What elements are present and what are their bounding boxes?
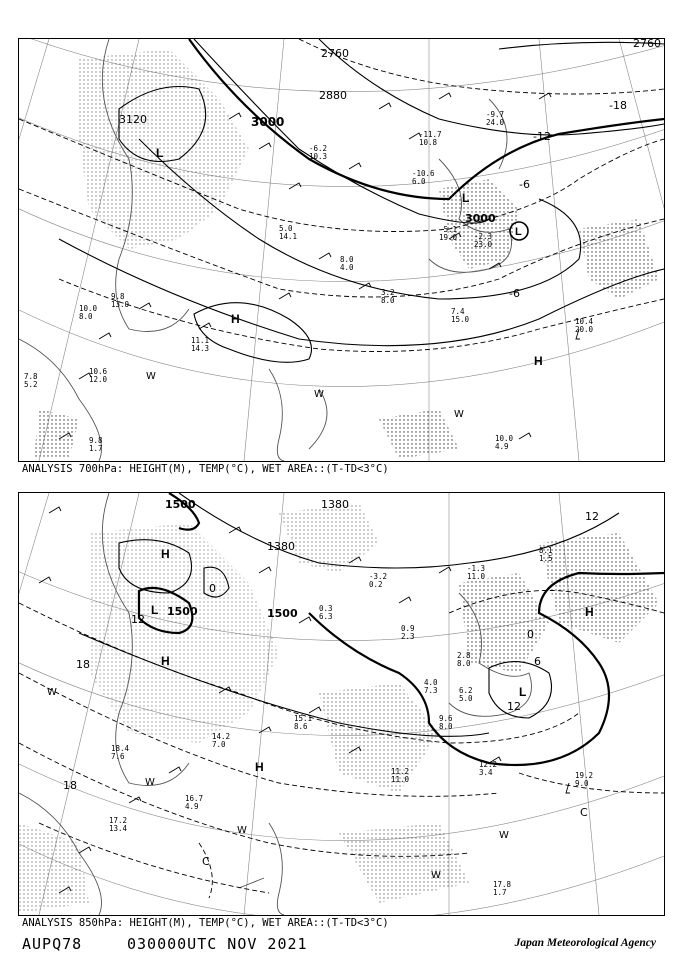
- low-pressure-center: L: [515, 226, 522, 238]
- high-pressure-center: H: [161, 547, 170, 561]
- station-obs: [439, 714, 453, 731]
- svg-text:5.2: 5.2: [24, 380, 38, 389]
- svg-text:4.0: 4.0: [424, 678, 438, 687]
- temp-label: 12: [507, 700, 521, 713]
- station-obs: [111, 292, 130, 309]
- warm-marker: W: [314, 389, 324, 400]
- svg-text:5.0: 5.0: [459, 694, 473, 703]
- svg-text:-3.2: -3.2: [369, 572, 388, 581]
- station-obs: [459, 686, 473, 703]
- station-obs: [89, 436, 103, 453]
- height-label-bold: 1500: [267, 607, 298, 620]
- station-obs: [369, 572, 387, 589]
- height-label: 2760: [321, 47, 349, 60]
- svg-text:9.0: 9.0: [575, 779, 589, 788]
- svg-text:10.0: 10.0: [495, 434, 514, 443]
- station-obs: [79, 304, 98, 321]
- svg-text:-1.3: -1.3: [467, 564, 486, 573]
- temp-label: 6: [534, 655, 541, 668]
- svg-text:7.8: 7.8: [24, 372, 38, 381]
- svg-text:10.6: 10.6: [89, 367, 108, 376]
- svg-text:15.0: 15.0: [451, 315, 470, 324]
- svg-text:6.3: 6.3: [319, 612, 333, 621]
- temp-label: 18: [76, 658, 90, 671]
- svg-text:14.2: 14.2: [212, 732, 231, 741]
- low-pressure-center: L: [462, 191, 470, 205]
- station-obs: [474, 232, 493, 249]
- height-label: 3120: [119, 113, 147, 126]
- low-pressure-center: L: [519, 685, 527, 699]
- wet-area-700: [34, 49, 659, 459]
- station-obs: [412, 169, 435, 186]
- product-code: AUPQ78: [22, 935, 83, 953]
- svg-text:9.8: 9.8: [89, 436, 103, 445]
- temp-label: 12: [585, 510, 599, 523]
- svg-text:-9.7: -9.7: [486, 110, 505, 119]
- svg-text:6.2: 6.2: [459, 686, 473, 695]
- svg-text:-5.1: -5.1: [439, 225, 458, 234]
- height-label-bold: 1500: [167, 605, 198, 618]
- svg-text:4.9: 4.9: [185, 802, 199, 811]
- svg-text:12.0: 12.0: [89, 375, 108, 384]
- svg-text:14.3: 14.3: [191, 344, 210, 353]
- svg-text:1.7: 1.7: [89, 444, 103, 453]
- low-pressure-center: L: [156, 146, 164, 160]
- svg-text:2.3: 2.3: [401, 632, 415, 641]
- svg-text:19.0: 19.0: [439, 233, 458, 242]
- temp-label: -6: [509, 287, 520, 300]
- station-obs: [539, 546, 553, 563]
- map-700hpa-svg: [19, 39, 664, 461]
- station-obs: [467, 564, 486, 581]
- svg-text:8.0: 8.0: [457, 659, 471, 668]
- station-obs: [439, 225, 458, 242]
- svg-text:5.0: 5.0: [279, 224, 293, 233]
- svg-text:6.0: 6.0: [412, 177, 426, 186]
- svg-text:8.0: 8.0: [439, 722, 453, 731]
- station-obs: [185, 794, 203, 811]
- svg-text:3.4: 3.4: [479, 768, 493, 777]
- svg-text:7.3: 7.3: [424, 686, 438, 695]
- temp-label: 12: [131, 613, 145, 626]
- svg-text:-10.6: -10.6: [412, 169, 435, 178]
- height-label: 1380: [267, 540, 295, 553]
- svg-text:13.4: 13.4: [109, 824, 128, 833]
- station-obs: [451, 307, 470, 324]
- station-obs: [495, 434, 514, 451]
- height-label: 2880: [319, 89, 347, 102]
- station-obs: [309, 144, 327, 161]
- warm-markers-700: [146, 371, 464, 420]
- svg-text:3.2: 3.2: [381, 288, 395, 297]
- temp-label: -18: [609, 99, 627, 112]
- svg-text:20.0: 20.0: [575, 325, 594, 334]
- svg-text:8.0: 8.0: [381, 296, 395, 305]
- warm-marker: W: [47, 687, 57, 698]
- svg-text:18.4: 18.4: [111, 744, 130, 753]
- svg-text:-6.2: -6.2: [309, 144, 328, 153]
- svg-text:1.7: 1.7: [493, 888, 507, 897]
- station-obs: [419, 130, 442, 147]
- svg-text:12.2: 12.2: [479, 760, 498, 769]
- svg-text:8.0: 8.0: [79, 312, 93, 321]
- svg-text:14.1: 14.1: [279, 232, 298, 241]
- station-obs: [294, 714, 312, 731]
- svg-text:10.3: 10.3: [309, 152, 328, 161]
- panel-caption-700hpa: ANALYSIS 700hPa: HEIGHT(M), TEMP(°C), WET AREA::(T-TD<3°C): [22, 463, 389, 475]
- temp-label: 18: [63, 779, 77, 792]
- warm-marker: W: [237, 825, 247, 836]
- station-obs: [575, 771, 593, 788]
- svg-text:16.7: 16.7: [185, 794, 204, 803]
- svg-text:8.0: 8.0: [340, 255, 354, 264]
- svg-text:-11.7: -11.7: [419, 130, 442, 139]
- map-panel-850hpa: [18, 492, 665, 916]
- svg-text:4.9: 4.9: [495, 442, 509, 451]
- warm-marker: W: [145, 777, 155, 788]
- station-obs: [111, 744, 130, 761]
- svg-text:19.2: 19.2: [575, 771, 594, 780]
- svg-text:0.3: 0.3: [319, 604, 333, 613]
- station-obs: [89, 367, 108, 384]
- svg-text:11.2: 11.2: [391, 767, 410, 776]
- temp-label: 0: [527, 628, 534, 641]
- svg-text:7.4: 7.4: [451, 307, 465, 316]
- station-obs: [109, 816, 128, 833]
- height-label-bold: 1500: [165, 498, 196, 511]
- warm-marker: W: [454, 409, 464, 420]
- warm-marker: W: [146, 371, 156, 382]
- svg-text:15.1: 15.1: [294, 714, 313, 723]
- station-obs: [191, 336, 209, 353]
- high-pressure-center: H: [585, 605, 594, 619]
- height-label: 1380: [321, 498, 349, 511]
- svg-text:8.6: 8.6: [294, 722, 308, 731]
- map-panel-700hpa: [18, 38, 665, 462]
- temp-label: -12: [533, 130, 551, 143]
- station-obs: [391, 767, 410, 784]
- svg-text:23.0: 23.0: [474, 240, 493, 249]
- station-obs: [279, 224, 297, 241]
- svg-text:9.8: 9.8: [111, 292, 125, 301]
- low-pressure-center: L: [151, 603, 159, 617]
- station-obs: [479, 760, 497, 777]
- high-pressure-center: H: [255, 760, 264, 774]
- high-pressure-center: H: [161, 654, 170, 668]
- svg-text:1.5: 1.5: [539, 554, 553, 563]
- temp-label: -6: [519, 178, 530, 191]
- svg-text:7.6: 7.6: [111, 752, 125, 761]
- station-obs: [24, 372, 38, 389]
- station-obs: [401, 624, 415, 641]
- wet-area-850: [19, 503, 659, 913]
- svg-text:2.8: 2.8: [457, 651, 471, 660]
- height-label: 2760: [633, 39, 661, 50]
- map-850hpa-svg: [19, 493, 664, 915]
- svg-text:10.0: 10.0: [79, 304, 98, 313]
- svg-text:0.2: 0.2: [369, 580, 383, 589]
- station-obs: [493, 880, 512, 897]
- high-pressure-center: H: [231, 312, 240, 326]
- svg-text:-2.3: -2.3: [474, 232, 493, 241]
- warm-marker: W: [431, 870, 441, 881]
- cold-marker: C: [202, 855, 210, 868]
- svg-text:24.0: 24.0: [486, 118, 505, 127]
- svg-text:10.4: 10.4: [575, 317, 594, 326]
- svg-text:17.8: 17.8: [493, 880, 512, 889]
- high-pressure-center: H: [534, 354, 543, 368]
- svg-text:11.0: 11.0: [467, 572, 486, 581]
- warm-marker: W: [499, 830, 509, 841]
- svg-text:8.1: 8.1: [539, 546, 553, 555]
- station-obs: [486, 110, 505, 127]
- svg-text:17.2: 17.2: [109, 816, 128, 825]
- valid-time: 030000UTC NOV 2021: [127, 935, 308, 953]
- agency-credit: Japan Meteorological Agency: [514, 937, 656, 949]
- station-obs: [340, 255, 354, 272]
- temp-label: 0: [209, 582, 216, 595]
- svg-text:0.9: 0.9: [401, 624, 415, 633]
- station-obs: [424, 678, 438, 695]
- station-obs: [381, 288, 395, 305]
- svg-text:7.0: 7.0: [212, 740, 226, 749]
- svg-text:11.1: 11.1: [191, 336, 210, 345]
- svg-text:9.6: 9.6: [439, 714, 453, 723]
- svg-text:4.0: 4.0: [340, 263, 354, 272]
- station-obs: [319, 604, 333, 621]
- height-label-bold: 3000: [465, 212, 496, 225]
- panel-caption-850hpa: ANALYSIS 850hPa: HEIGHT(M), TEMP(°C), WET AREA::(T-TD<3°C): [22, 917, 389, 929]
- svg-text:13.0: 13.0: [111, 300, 130, 309]
- cold-marker: C: [580, 806, 588, 819]
- station-obs: [212, 732, 230, 749]
- height-label-bold: 3000: [251, 115, 285, 129]
- svg-text:11.0: 11.0: [391, 775, 410, 784]
- station-obs: [575, 317, 594, 334]
- svg-text:10.8: 10.8: [419, 138, 438, 147]
- station-obs: [457, 651, 471, 668]
